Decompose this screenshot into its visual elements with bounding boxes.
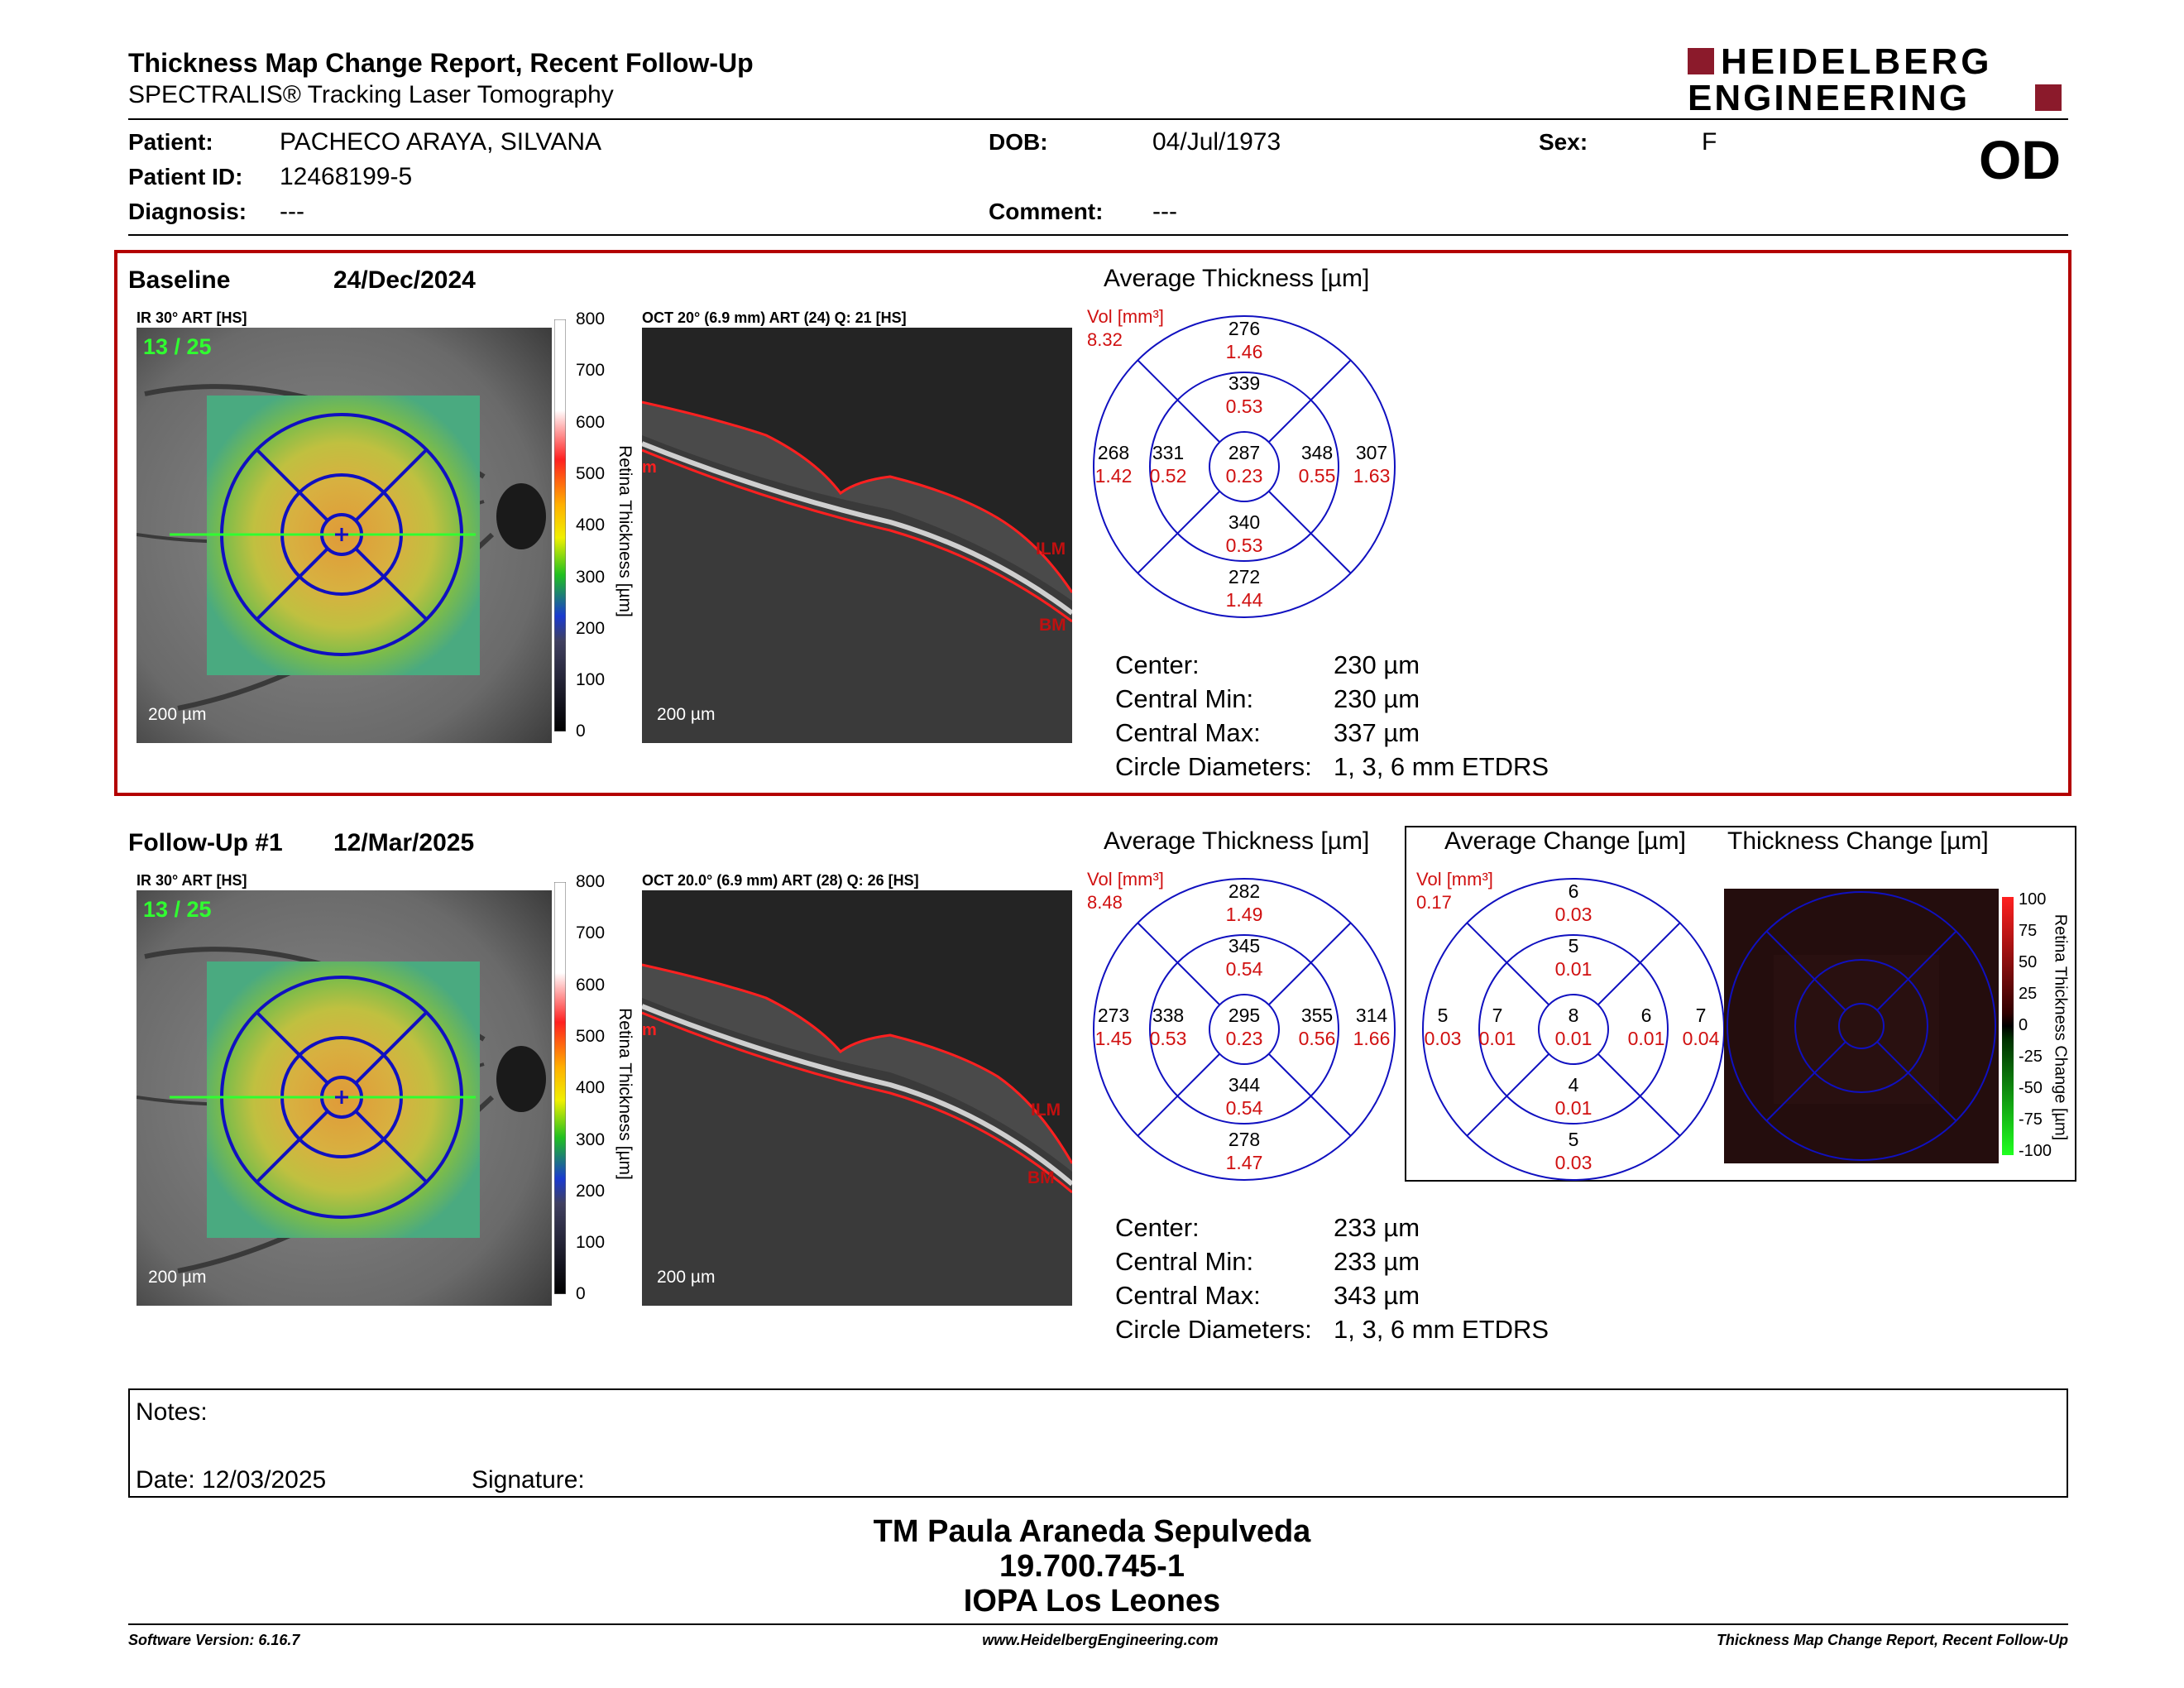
thickness-change-title: Thickness Change [µm] [1727,827,1989,855]
change-colorbar [2002,897,2014,1155]
etdrs-outer-inferior: 278 [1228,1129,1261,1150]
diagnosis-label: Diagnosis: [128,199,247,224]
patient-id-value: 12468199-5 [280,163,413,190]
cbar-tick: 300 [576,1130,606,1149]
patient-id-label: Patient ID: [128,164,243,189]
baseline-oct-bm: BM [1039,616,1066,635]
change-inner-inferior: 4 [1568,1074,1579,1096]
change-center-vol: 0.01 [1554,1028,1592,1049]
followup-diam-value: 1, 3, 6 mm ETDRS [1334,1315,1549,1344]
cbar-tick: 700 [576,361,606,380]
etdrs-inner-superior-vol: 0.54 [1225,958,1263,980]
followup-diam-label: Circle Diameters: [1115,1315,1312,1344]
baseline-oct-image [642,328,1072,743]
change-inner-superior: 5 [1568,935,1579,957]
followup-colorbar-title: Retina Thickness [µm] [615,1008,635,1180]
report-title: Thickness Map Change Report, Recent Follow-Up [128,48,754,78]
baseline-center-label: Center: [1115,650,1200,679]
cbar-tick: 200 [576,619,606,638]
etdrs-center: 295 [1228,1005,1261,1026]
change-etdrs-grid [1420,875,1727,1183]
followup-max-value: 343 µm [1334,1281,1420,1310]
etdrs-outer-nasal: 314 [1355,1005,1388,1026]
followup-center-label: Center: [1115,1213,1200,1242]
followup-max-label: Central Max: [1115,1281,1261,1310]
etdrs-inner-temporal-vol: 0.52 [1149,465,1187,487]
diagnosis-value: --- [280,198,304,225]
cbar-tick: 700 [576,923,606,942]
chg-tick: 50 [2019,953,2038,971]
etdrs-outer-inferior: 272 [1228,566,1261,587]
followup-frame-counter: 13 / 25 [143,897,212,922]
chg-tick: 75 [2019,922,2038,940]
followup-oct-ilm: ILM [1031,1101,1061,1120]
followup-oct-image [642,890,1072,1306]
change-inner-temporal: 7 [1492,1005,1503,1026]
change-outer-superior-vol: 0.03 [1554,904,1592,925]
eye-label: OD [1979,129,2061,190]
baseline-oct-ilm: ILM [1036,539,1066,559]
stamp-name: TM Paula Araneda Sepulveda [873,1514,1311,1549]
cbar-tick: 600 [576,413,606,432]
etdrs-inner-superior-vol: 0.53 [1225,396,1263,417]
etdrs-outer-nasal-vol: 1.66 [1353,1028,1391,1049]
notes-box[interactable] [128,1388,2068,1498]
footer-report-name: Thickness Map Change Report, Recent Follow-Up [1716,1632,2068,1648]
cbar-tick: 400 [576,1078,606,1097]
change-inner-temporal-vol: 0.01 [1478,1028,1516,1049]
baseline-ir-scale: 200 µm [148,705,207,724]
etdrs-inner-nasal: 355 [1300,1005,1334,1026]
change-outer-inferior-vol: 0.03 [1554,1152,1592,1173]
notes-date: Date: 12/03/2025 [136,1466,327,1494]
etdrs-inner-superior: 339 [1228,372,1261,394]
chg-tick: -50 [2019,1079,2043,1097]
etdrs-inner-inferior: 340 [1228,511,1261,533]
etdrs-outer-temporal-vol: 1.45 [1094,1028,1133,1049]
etdrs-inner-superior: 345 [1228,935,1261,957]
change-outer-superior: 6 [1568,880,1579,902]
etdrs-inner-inferior-vol: 0.53 [1225,535,1263,556]
followup-label: Follow-Up #1 [128,829,283,856]
etdrs-inner-nasal-vol: 0.55 [1298,465,1336,487]
chg-tick: -25 [2019,1048,2043,1066]
avg-change-title: Average Change [µm] [1444,827,1686,855]
comment-label: Comment: [989,199,1104,224]
change-vol-value: 0.17 [1416,892,1452,913]
change-outer-temporal-vol: 0.03 [1424,1028,1462,1049]
etdrs-outer-temporal-vol: 1.42 [1094,465,1133,487]
patient-value: PACHECO ARAYA, SILVANA [280,128,602,156]
cbar-tick: 200 [576,1182,606,1201]
etdrs-outer-temporal: 273 [1097,1005,1130,1026]
patient-label: Patient: [128,129,213,155]
signature-stamp [0,1514,2184,1618]
baseline-ir-image [136,328,552,743]
baseline-vol-label: Vol [mm³] [1087,306,1164,327]
followup-min-value: 233 µm [1334,1247,1420,1276]
chg-tick: 0 [2019,1016,2028,1034]
cbar-tick: 100 [576,670,606,689]
chg-tick: -75 [2019,1110,2043,1129]
dob-value: 04/Jul/1973 [1152,128,1281,156]
signature-label: Signature: [472,1466,585,1494]
etdrs-outer-temporal: 268 [1097,442,1130,463]
followup-oct-m: m [642,1021,657,1039]
etdrs-outer-superior: 282 [1228,880,1261,902]
baseline-oct-scale: 200 µm [657,705,716,724]
baseline-oct-label: OCT 20° (6.9 mm) ART (24) Q: 21 [HS] [642,309,907,326]
etdrs-inner-inferior: 344 [1228,1074,1261,1096]
baseline-colorbar-title: Retina Thickness [µm] [615,445,635,617]
followup-oct-scale: 200 µm [657,1268,716,1287]
baseline-max-label: Central Max: [1115,718,1261,747]
baseline-etdrs-grid [1090,313,1398,621]
followup-date: 12/Mar/2025 [333,829,475,856]
baseline-date: 24/Dec/2024 [333,266,476,294]
change-outer-inferior: 5 [1568,1129,1579,1150]
followup-center-value: 233 µm [1334,1213,1420,1242]
change-colorbar-ticks [2019,890,2052,1163]
baseline-frame-counter: 13 / 25 [143,334,212,359]
baseline-ir-label: IR 30° ART [HS] [136,309,247,326]
etdrs-outer-nasal-vol: 1.63 [1353,465,1391,487]
etdrs-center-vol: 0.23 [1225,465,1263,487]
baseline-min-value: 230 µm [1334,684,1420,713]
change-outer-temporal: 5 [1437,1005,1449,1026]
baseline-avg-thickness-title: Average Thickness [µm] [1104,265,1370,292]
sex-value: F [1702,128,1717,156]
cbar-tick: 500 [576,464,606,483]
etdrs-outer-inferior-vol: 1.44 [1225,589,1263,611]
chg-tick: 100 [2019,890,2047,909]
heidelberg-logo: HEIDELBERG ENGINEERING [1688,43,2068,116]
cbar-tick: 800 [576,872,606,891]
etdrs-inner-nasal-vol: 0.56 [1298,1028,1336,1049]
followup-etdrs-grid [1090,875,1398,1183]
etdrs-center-vol: 0.23 [1225,1028,1263,1049]
dob-label: DOB: [989,129,1048,155]
baseline-vol-value: 8.32 [1087,329,1123,350]
cbar-tick: 300 [576,568,606,587]
chg-tick: -100 [2019,1142,2052,1160]
baseline-colorbar-ticks [576,309,609,740]
etdrs-outer-superior-vol: 1.49 [1225,904,1263,925]
cbar-tick: 600 [576,976,606,995]
thickness-change-map [1724,889,1999,1163]
followup-ir-image [136,890,552,1306]
baseline-diam-value: 1, 3, 6 mm ETDRS [1334,752,1549,781]
etdrs-outer-inferior-vol: 1.47 [1225,1152,1263,1173]
cbar-tick: 100 [576,1233,606,1252]
etdrs-inner-temporal: 331 [1152,442,1185,463]
etdrs-outer-superior: 276 [1228,318,1261,339]
etdrs-center: 287 [1228,442,1261,463]
baseline-diam-label: Circle Diameters: [1115,752,1312,781]
cbar-tick: 400 [576,516,606,535]
etdrs-inner-temporal: 338 [1152,1005,1185,1026]
baseline-oct-m: m [642,458,657,477]
cbar-tick: 0 [576,1284,586,1303]
notes-label: Notes: [136,1398,208,1426]
change-outer-nasal-vol: 0.04 [1682,1028,1720,1049]
report-subtitle: SPECTRALIS® Tracking Laser Tomography [128,81,614,108]
baseline-center-value: 230 µm [1334,650,1420,679]
etdrs-outer-nasal: 307 [1355,442,1388,463]
etdrs-inner-temporal-vol: 0.53 [1149,1028,1187,1049]
cbar-tick: 0 [576,722,586,741]
change-center: 8 [1568,1005,1579,1026]
etdrs-inner-inferior-vol: 0.54 [1225,1097,1263,1119]
cbar-tick: 500 [576,1027,606,1046]
change-outer-nasal: 7 [1695,1005,1707,1026]
change-inner-nasal: 6 [1640,1005,1652,1026]
stamp-id: 19.700.745-1 [999,1549,1185,1584]
followup-ir-label: IR 30° ART [HS] [136,872,247,889]
change-inner-inferior-vol: 0.01 [1554,1097,1592,1119]
footer-website-link[interactable]: www.HeidelbergEngineering.com [982,1632,1219,1648]
sex-label: Sex: [1539,129,1588,155]
chg-tick: 25 [2019,985,2038,1003]
change-inner-superior-vol: 0.01 [1554,958,1592,980]
followup-oct-label: OCT 20.0° (6.9 mm) ART (28) Q: 26 [HS] [642,872,919,889]
footer-software-version: Software Version: 6.16.7 [128,1632,300,1648]
cbar-tick: 800 [576,309,606,328]
baseline-max-value: 337 µm [1334,718,1420,747]
followup-oct-bm: BM [1027,1168,1055,1187]
change-vol-label: Vol [mm³] [1416,869,1493,890]
stamp-institution: IOPA Los Leones [963,1584,1221,1618]
baseline-label: Baseline [128,266,231,294]
followup-avg-thickness-title: Average Thickness [µm] [1104,827,1370,855]
etdrs-inner-nasal: 348 [1300,442,1334,463]
change-colorbar-title: Retina Thickness Change [µm] [2051,914,2070,1141]
followup-vol-value: 8.48 [1087,892,1123,913]
followup-colorbar-ticks [576,872,609,1302]
followup-thickness-colorbar [554,882,566,1294]
baseline-thickness-colorbar [554,319,566,731]
followup-vol-label: Vol [mm³] [1087,869,1164,890]
followup-min-label: Central Min: [1115,1247,1254,1276]
followup-ir-scale: 200 µm [148,1268,207,1287]
etdrs-outer-superior-vol: 1.46 [1225,341,1263,362]
baseline-min-label: Central Min: [1115,684,1254,713]
change-inner-nasal-vol: 0.01 [1627,1028,1665,1049]
comment-value: --- [1152,198,1177,225]
